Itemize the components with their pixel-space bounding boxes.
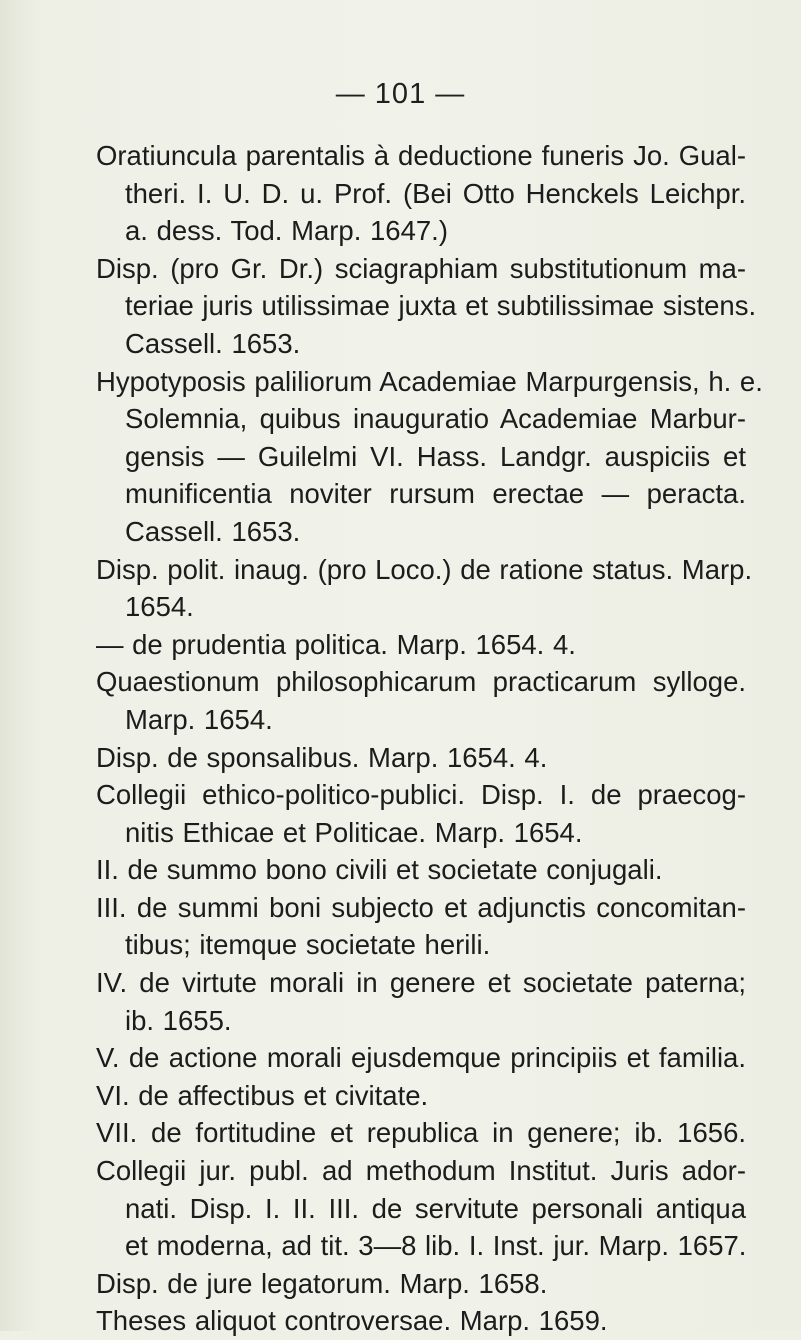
text-line: II. de summo bono civili et societate conjugali. xyxy=(96,854,663,886)
text-line: VII. de fortitudine et republica in genere; ib. 1656. xyxy=(96,1117,746,1149)
page-number: — 101 — xyxy=(335,78,466,110)
text-line: Solemnia, quibus inauguratio Academiae Marbur- xyxy=(125,403,746,435)
text-line: Oratiuncula parentalis à deductione funeris Jo. Gual- xyxy=(96,140,746,171)
text-line: theri. I. U. D. u. Prof. (Bei Otto Henckels Leichpr. xyxy=(125,177,746,209)
text-line: 1654. xyxy=(125,591,194,623)
text-line: Disp. polit. inaug. (pro Loco.) de ratione status. Marp. xyxy=(96,553,753,585)
text-line: IV. de virtute morali in genere et societate paterna; xyxy=(96,967,746,999)
text-line: Disp. de jure legatorum. Marp. 1658. xyxy=(96,1267,548,1299)
text-line: Theses aliquot controversae. Marp. 1659. xyxy=(96,1305,608,1337)
text-line: — de prudentia politica. Marp. 1654. 4. xyxy=(96,628,576,660)
text-line: et moderna, ad tit. 3—8 lib. I. Inst. jur. Marp. 1657. xyxy=(125,1230,747,1262)
bibliography-list xyxy=(96,137,763,1340)
text-line: III. de summi boni subjecto et adjunctis concomitan- xyxy=(96,891,746,923)
text-line: Hypotyposis paliliorum Academiae Marpurgensis, h. e. xyxy=(96,365,763,397)
text-line: Cassell. 1653. xyxy=(125,515,301,547)
text-line: Collegii jur. publ. ad methodum Institut. Juris ador- xyxy=(96,1155,746,1187)
text-line: Collegii ethico-politico-publici. Disp. I. de praecog- xyxy=(96,779,746,811)
text-line: nati. Disp. I. II. III. de servitute personali antiqua xyxy=(125,1192,746,1224)
text-line: Disp. de sponsalibus. Marp. 1654. 4. xyxy=(96,741,548,773)
text-line: Marp. 1654. xyxy=(125,703,273,735)
text-line: Disp. (pro Gr. Dr.) sciagraphiam substitutionum ma- xyxy=(96,252,746,284)
text-line: Cassell. 1653. xyxy=(125,327,301,359)
text-line: ib. 1655. xyxy=(125,1004,232,1036)
text-line: gensis — Guilelmi VI. Hass. Landgr. auspiciis et xyxy=(125,440,746,472)
text-line: VI. de affectibus et civitate. xyxy=(96,1079,429,1111)
text-line: munificentia noviter rursum erectae — peracta. xyxy=(125,478,746,510)
text-line: teriae juris utilissimae juxta et subtilissimae sistens. xyxy=(125,290,757,322)
text-line: tibus; itemque societate herili. xyxy=(125,929,491,961)
text-line: V. de actione morali ejusdemque principiis et familia. xyxy=(96,1042,746,1074)
text-line: a. dess. Tod. Marp. 1647.) xyxy=(125,215,448,247)
text-line: nitis Ethicae et Politicae. Marp. 1654. xyxy=(125,816,583,848)
text-line: Quaestionum philosophicarum practicarum sylloge. xyxy=(96,666,746,698)
